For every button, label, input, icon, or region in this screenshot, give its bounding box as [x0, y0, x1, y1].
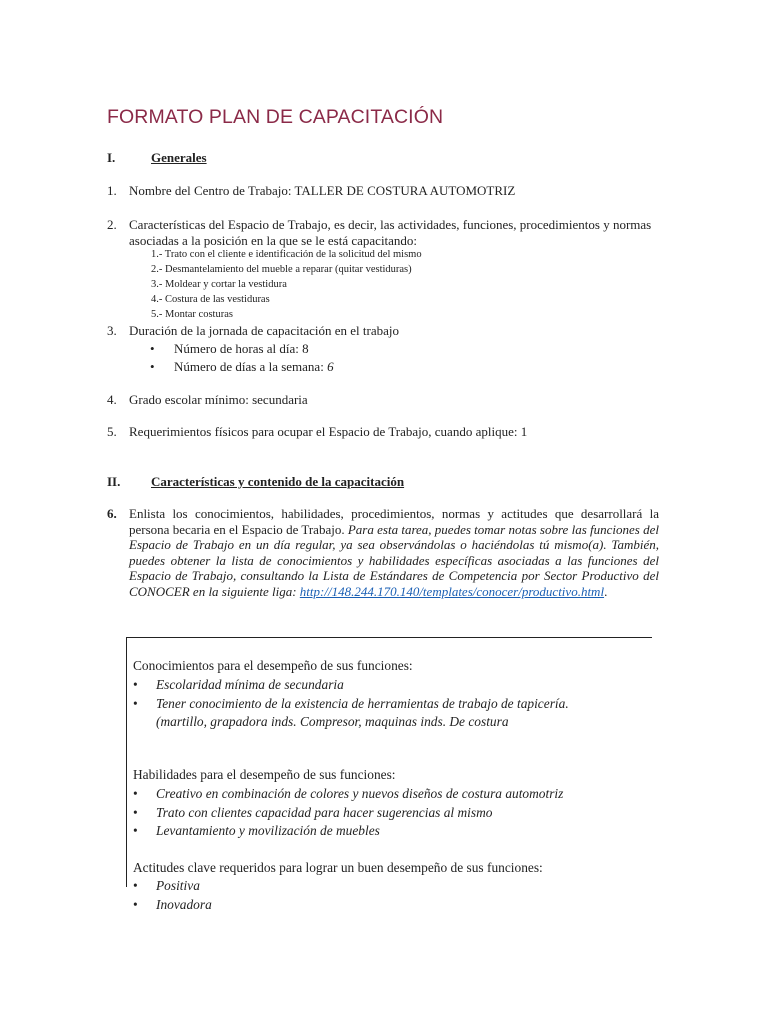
bullet-icon: • [150, 359, 155, 374]
item-number: 2. [107, 217, 117, 232]
section-number: I. [107, 150, 116, 165]
bullet-value: 8 [302, 341, 309, 356]
box-left-border [126, 637, 127, 887]
activity-item: 2.- Desmantelamiento del mueble a reparar (quitar vestiduras) [151, 264, 412, 275]
item-number: 1. [107, 183, 117, 198]
bullet-icon: • [150, 341, 155, 356]
bullet-horas [150, 341, 309, 357]
item-number: 5. [107, 424, 117, 439]
list-item-nombre-centro [107, 183, 659, 199]
bullet-value: 6 [327, 359, 334, 374]
conocimientos-heading: Conocimientos para el desempeño de sus funciones: [133, 658, 413, 673]
conocer-link[interactable]: http://148.244.170.140/templates/conocer/productivo.html [299, 583, 605, 599]
list-item-requerimientos [107, 424, 659, 440]
list-item-caracteristicas [107, 217, 659, 249]
item-text: Duración de la jornada de capacitación en el trabajo [129, 323, 399, 338]
page-title: FORMATO PLAN DE CAPACITACIÓN [107, 106, 444, 128]
bullet-icon: • [133, 786, 138, 801]
bullet-text: Tener conocimiento de la existencia de herramientas de trabajo de tapicería. [156, 696, 569, 711]
conocimientos-item [133, 677, 344, 693]
actitudes-item [133, 878, 200, 894]
item-text: Nombre del Centro de Trabajo: TALLER DE COSTURA AUTOMOTRIZ [129, 183, 516, 198]
bullet-text: Levantamiento y movilización de muebles [156, 823, 380, 838]
actitudes-item [133, 897, 212, 913]
section-number: II. [107, 474, 121, 489]
activity-item: 5.- Montar costuras [151, 309, 233, 320]
bullet-icon: • [133, 878, 138, 893]
activity-item: 4.- Costura de las vestiduras [151, 294, 270, 305]
item-number: 4. [107, 392, 117, 407]
habilidades-item [133, 823, 380, 839]
habilidades-item [133, 805, 492, 821]
bullet-label: Número de días a la semana: [174, 359, 328, 374]
bullet-icon: • [133, 897, 138, 912]
bullet-label: Número de horas al día: [174, 341, 303, 356]
list-item-duracion [107, 323, 659, 339]
activity-item: 3.- Moldear y cortar la vestidura [151, 279, 287, 290]
item-text-end: . [604, 583, 608, 599]
item-text: Requerimientos físicos para ocupar el Espacio de Trabajo, cuando aplique: 1 [129, 424, 528, 439]
actitudes-heading: Actitudes clave requeridos para lograr un buen desempeño de sus funciones: [133, 860, 543, 875]
bullet-text: Creativo en combinación de colores y nuevos diseños de costura automotriz [156, 786, 564, 801]
item-text: Características del Espacio de Trabajo, es decir, las actividades, funciones, procedimientos y normas asociadas a la posición en la que se le está capacitando: [129, 217, 652, 248]
bullet-text: Positiva [156, 878, 200, 893]
bullet-icon: • [133, 823, 138, 838]
bullet-text: Escolaridad mínima de secundaria [156, 677, 344, 692]
habilidades-item [133, 786, 563, 802]
list-item-enlista [107, 506, 659, 600]
item-text-plain: Enlista los conocimientos, habilidades, procedimientos, normas y actitudes que desarrollará la persona becaria en el Espacio de Trabajo. [129, 506, 659, 537]
habilidades-heading: Habilidades para el desempeño de sus funciones: [133, 767, 396, 782]
activity-item: 1.- Trato con el cliente e identificación de la solicitud del mismo [151, 249, 422, 260]
item-number: 3. [107, 323, 117, 338]
bullet-icon: • [133, 805, 138, 820]
bullet-text: Trato con clientes capacidad para hacer sugerencias al mismo [156, 805, 493, 820]
bullet-icon: • [133, 696, 138, 711]
list-item-grado [107, 392, 659, 408]
bullet-dias [150, 359, 334, 375]
bullet-text: Inovadora [156, 897, 212, 912]
conocimientos-continuation: (martillo, grapadora inds. Compresor, maquinas inds. De costura [156, 714, 509, 729]
item-text: Grado escolar mínimo: secundaria [129, 392, 308, 407]
item-number: 6. [107, 506, 117, 521]
bullet-icon: • [133, 677, 138, 692]
conocimientos-item [133, 696, 569, 712]
item-text [129, 506, 659, 600]
item-text-italic: Para esta tarea, puedes tomar notas sobre las funciones del Espacio de Trabajo en un día regular, ya sea observándolas o haciéndolas tú mismo(a). También, puedes obtener la lista de conocimientos y habilidades específicas asociadas a las funciones del Espacio de Trabajo, consultando la Lista de Estándares de Competencia por Sector Productivo del CONOCER en la siguiente liga: [129, 521, 659, 599]
section-label: Generales [151, 150, 207, 165]
section-label: Características y contenido de la capacitación [151, 474, 405, 489]
box-top-border [126, 637, 652, 638]
